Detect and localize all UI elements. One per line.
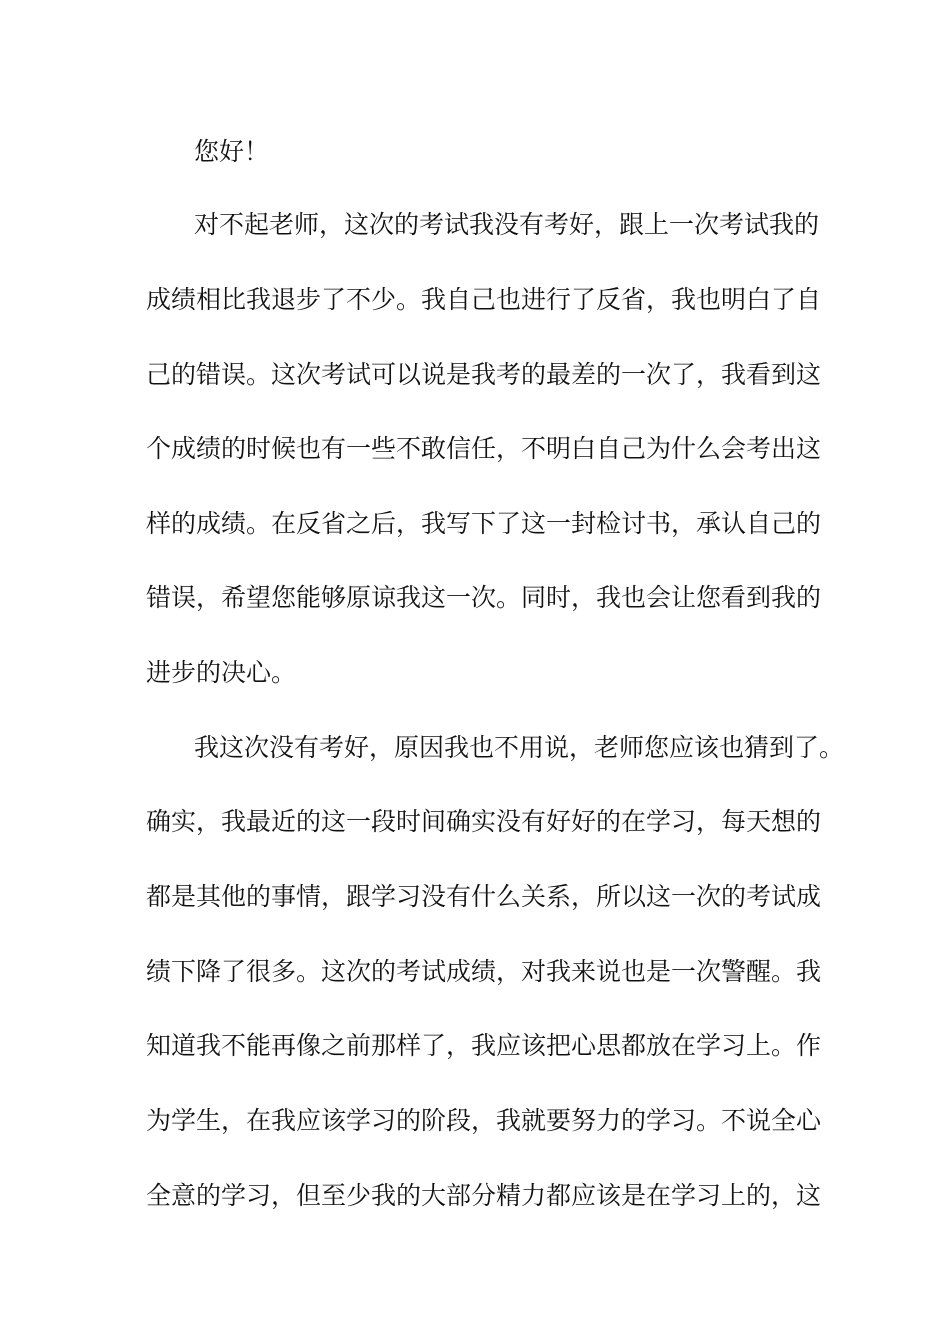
paragraph-1-line-1: 对不起老师，这次的考试我没有考好，跟上一次考试我的 <box>194 210 820 239</box>
paragraph-2-line-3: 都是其他的事情，跟学习没有什么关系，所以这一次的考试成 <box>146 882 822 911</box>
paragraph-1-line-2: 成绩相比我退步了不少。我自己也进行了反省，我也明白了自 <box>146 285 822 314</box>
paragraph-2-line-7: 全意的学习，但至少我的大部分精力都应该是在学习上的，这 <box>146 1181 822 1210</box>
paragraph-2-line-5: 知道我不能再像之前那样了，我应该把心思都放在学习上。作 <box>146 1031 822 1060</box>
paragraph-1-line-3: 己的错误。这次考试可以说是我考的最差的一次了，我看到这 <box>146 360 822 389</box>
paragraph-2-line-6: 为学生，在我应该学习的阶段，我就要努力的学习。不说全心 <box>146 1106 822 1135</box>
paragraph-2-line-4: 绩下降了很多。这次的考试成绩，对我来说也是一次警醒。我 <box>146 957 822 986</box>
paragraph-1-line-7: 进步的决心。 <box>146 658 297 687</box>
paragraph-1-line-6: 错误，希望您能够原谅我这一次。同时，我也会让您看到我的 <box>146 583 822 612</box>
paragraph-1-line-4: 个成绩的时候也有一些不敢信任，不明白自己为什么会考出这 <box>146 434 822 463</box>
paragraph-1-line-5: 样的成绩。在反省之后，我写下了这一封检讨书，承认自己的 <box>146 509 822 538</box>
paragraph-2-line-2: 确实，我最近的这一段时间确实没有好好的在学习，每天想的 <box>146 807 822 836</box>
paragraph-2-line-1: 我这次没有考好，原因我也不用说，老师您应该也猜到了。 <box>194 733 845 762</box>
greeting-line: 您好！ <box>194 137 270 166</box>
